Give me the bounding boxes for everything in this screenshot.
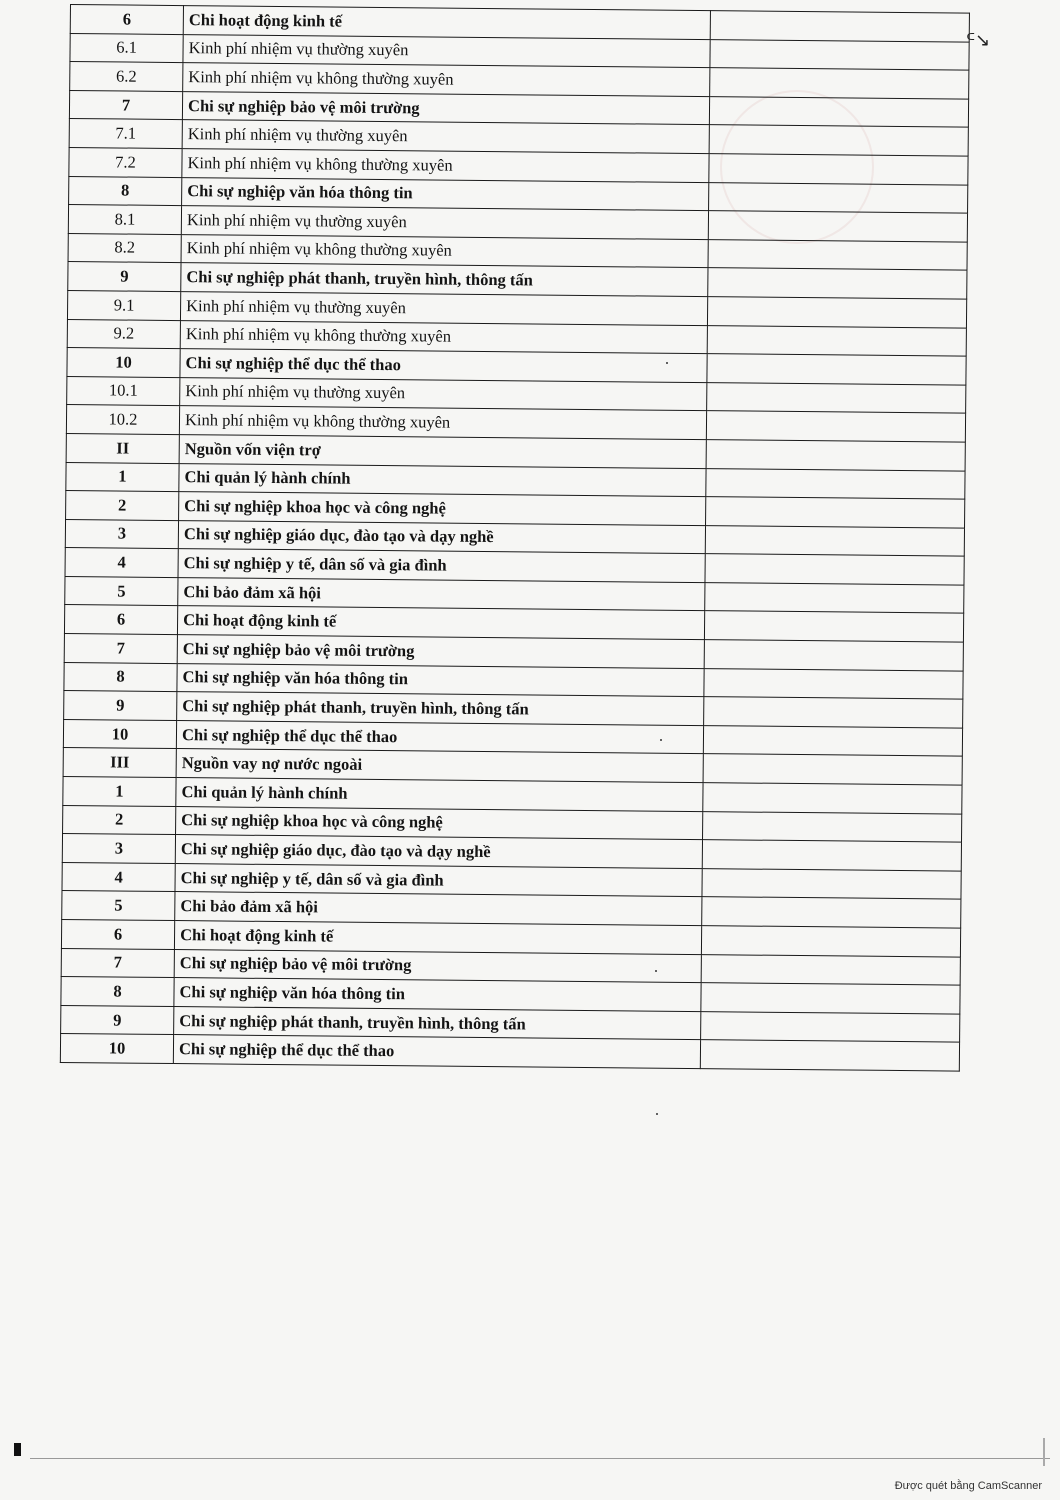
row-number-cell: 6.2 — [70, 62, 183, 92]
speck — [666, 362, 668, 364]
row-content-cell: Kinh phí nhiệm vụ thường xuyên — [182, 120, 709, 154]
row-content-cell: Nguồn vay nợ nước ngoài — [176, 749, 703, 783]
row-content-cell: Chi sự nghiệp giáo dục, đào tạo và dạy nghề — [175, 835, 702, 869]
row-content-cell: Chi sự nghiệp thể dục thể thao — [180, 349, 707, 383]
row-value-cell — [703, 668, 963, 699]
scan-right-edge — [1043, 1438, 1045, 1466]
row-number-cell: 9 — [61, 1005, 174, 1035]
row-number-cell: 7 — [61, 948, 174, 978]
row-number-cell: 8.2 — [68, 233, 181, 263]
row-number-cell: 3 — [62, 834, 175, 864]
scan-edge-mark — [14, 1443, 21, 1456]
row-value-cell — [702, 811, 962, 842]
row-value-cell — [708, 154, 968, 185]
row-value-cell — [700, 1011, 960, 1042]
row-value-cell — [702, 868, 962, 899]
row-number-cell: 6 — [70, 5, 183, 35]
row-content-cell: Chi sự nghiệp phát thanh, truyền hình, thông tấn — [181, 263, 708, 297]
row-number-cell: 8 — [69, 176, 182, 206]
row-content-cell: Chi sự nghiệp văn hóa thông tin — [177, 663, 704, 697]
row-value-cell — [701, 954, 961, 985]
row-number-cell: 5 — [65, 576, 178, 606]
speck — [655, 970, 657, 972]
row-value-cell — [708, 182, 968, 213]
row-content-cell: Chi sự nghiệp văn hóa thông tin — [182, 177, 709, 211]
row-content-cell: Chi sự nghiệp thể dục thể thao — [176, 720, 703, 754]
row-content-cell: Chi sự nghiệp phát thanh, truyền hình, thông tấn — [177, 692, 704, 726]
row-value-cell — [702, 840, 962, 871]
camscanner-watermark: Được quét bằng CamScanner — [894, 1480, 1042, 1492]
row-value-cell — [701, 926, 961, 957]
row-value-cell — [705, 525, 965, 556]
row-number-cell: 10 — [67, 348, 180, 378]
row-number-cell: 9.2 — [67, 319, 180, 349]
row-number-cell: 4 — [65, 548, 178, 578]
row-number-cell: 8 — [61, 977, 174, 1007]
row-value-cell — [707, 268, 967, 299]
row-number-cell: II — [66, 433, 179, 463]
row-value-cell — [701, 897, 961, 928]
row-value-cell — [706, 382, 966, 413]
row-number-cell: 2 — [63, 805, 176, 835]
row-content-cell: Kinh phí nhiệm vụ không thường xuyên — [181, 234, 708, 268]
row-value-cell — [705, 554, 965, 585]
row-number-cell: 8 — [64, 662, 177, 692]
row-number-cell: 10.2 — [66, 405, 179, 435]
row-value-cell — [704, 611, 964, 642]
row-content-cell: Chi sự nghiệp văn hóa thông tin — [174, 978, 701, 1012]
row-number-cell: III — [63, 748, 176, 778]
scan-bottom-edge — [30, 1458, 1050, 1459]
row-number-cell: 7 — [69, 90, 182, 120]
row-value-cell — [709, 96, 969, 127]
row-value-cell — [704, 582, 964, 613]
row-value-cell — [707, 297, 967, 328]
row-number-cell: 8.1 — [68, 205, 181, 235]
row-number-cell: 9 — [64, 691, 177, 721]
row-value-cell — [706, 440, 966, 471]
row-number-cell: 9 — [68, 262, 181, 292]
row-value-cell — [703, 725, 963, 756]
row-content-cell: Chi sự nghiệp giáo dục, đào tạo và dạy nghề — [178, 520, 705, 554]
row-content-cell: Chi sự nghiệp y tế, dân số và gia đình — [175, 863, 702, 897]
row-content-cell: Chi quản lý hành chính — [176, 778, 703, 812]
row-content-cell: Kinh phí nhiệm vụ không thường xuyên — [180, 320, 707, 354]
row-number-cell: 7.1 — [69, 119, 182, 149]
row-number-cell: 6.1 — [70, 33, 183, 63]
row-content-cell: Chi hoạt động kinh tế — [174, 921, 701, 955]
row-content-cell: Chi sự nghiệp y tế, dân số và gia đình — [178, 549, 705, 583]
budget-table-body — [60, 5, 969, 1072]
row-value-cell — [700, 983, 960, 1014]
row-content-cell: Chi sự nghiệp bảo vệ môi trường — [177, 635, 704, 669]
row-value-cell — [703, 754, 963, 785]
row-value-cell — [705, 468, 965, 499]
row-value-cell — [709, 68, 969, 99]
row-number-cell: 10.1 — [67, 376, 180, 406]
row-value-cell — [706, 411, 966, 442]
row-value-cell — [709, 125, 969, 156]
row-number-cell: 6 — [64, 605, 177, 635]
row-content-cell: Chi sự nghiệp bảo vệ môi trường — [182, 91, 709, 125]
row-value-cell — [702, 783, 962, 814]
row-content-cell: Chi hoạt động kinh tế — [183, 6, 710, 40]
row-value-cell — [704, 640, 964, 671]
row-content-cell: Chi bảo đảm xã hội — [175, 892, 702, 926]
budget-table — [60, 4, 970, 1072]
row-value-cell — [703, 697, 963, 728]
row-value-cell — [707, 325, 967, 356]
row-number-cell: 7.2 — [69, 147, 182, 177]
row-content-cell: Chi sự nghiệp phát thanh, truyền hình, thông tấn — [174, 1006, 701, 1040]
row-content-cell: Kinh phí nhiệm vụ thường xuyên — [183, 34, 710, 68]
row-number-cell: 2 — [66, 491, 179, 521]
speck — [660, 739, 662, 741]
row-value-cell — [700, 1040, 960, 1071]
row-value-cell — [708, 211, 968, 242]
row-content-cell: Kinh phí nhiệm vụ thường xuyên — [180, 377, 707, 411]
row-content-cell: Chi bảo đảm xã hội — [178, 577, 705, 611]
row-value-cell — [710, 11, 970, 42]
row-content-cell: Chi sự nghiệp bảo vệ môi trường — [174, 949, 701, 983]
row-content-cell: Chi quản lý hành chính — [179, 463, 706, 497]
row-number-cell: 9.1 — [67, 290, 180, 320]
row-content-cell: Kinh phí nhiệm vụ thường xuyên — [181, 292, 708, 326]
row-content-cell: Kinh phí nhiệm vụ không thường xuyên — [179, 406, 706, 440]
row-number-cell: 3 — [65, 519, 178, 549]
row-content-cell: Chi hoạt động kinh tế — [177, 606, 704, 640]
row-number-cell: 4 — [62, 862, 175, 892]
row-value-cell — [705, 497, 965, 528]
row-number-cell: 1 — [66, 462, 179, 492]
row-number-cell: 7 — [64, 634, 177, 664]
row-content-cell: Chi sự nghiệp khoa học và công nghệ — [179, 492, 706, 526]
row-number-cell: 10 — [60, 1034, 173, 1064]
row-number-cell: 6 — [61, 919, 174, 949]
row-number-cell: 1 — [63, 777, 176, 807]
row-content-cell: Chi sự nghiệp khoa học và công nghệ — [176, 806, 703, 840]
row-number-cell: 5 — [62, 891, 175, 921]
speck — [656, 1113, 658, 1115]
handwritten-mark: ᒼ↘ — [966, 30, 991, 51]
row-content-cell: Kinh phí nhiệm vụ thường xuyên — [181, 206, 708, 240]
row-content-cell: Kinh phí nhiệm vụ không thường xuyên — [182, 149, 709, 183]
row-content-cell: Kinh phí nhiệm vụ không thường xuyên — [183, 63, 710, 97]
row-content-cell: Nguồn vốn viện trợ — [179, 434, 706, 468]
row-value-cell — [709, 39, 969, 70]
row-value-cell — [706, 354, 966, 385]
row-content-cell: Chi sự nghiệp thể dục thể thao — [173, 1035, 700, 1069]
row-number-cell: 10 — [63, 719, 176, 749]
row-value-cell — [708, 239, 968, 270]
